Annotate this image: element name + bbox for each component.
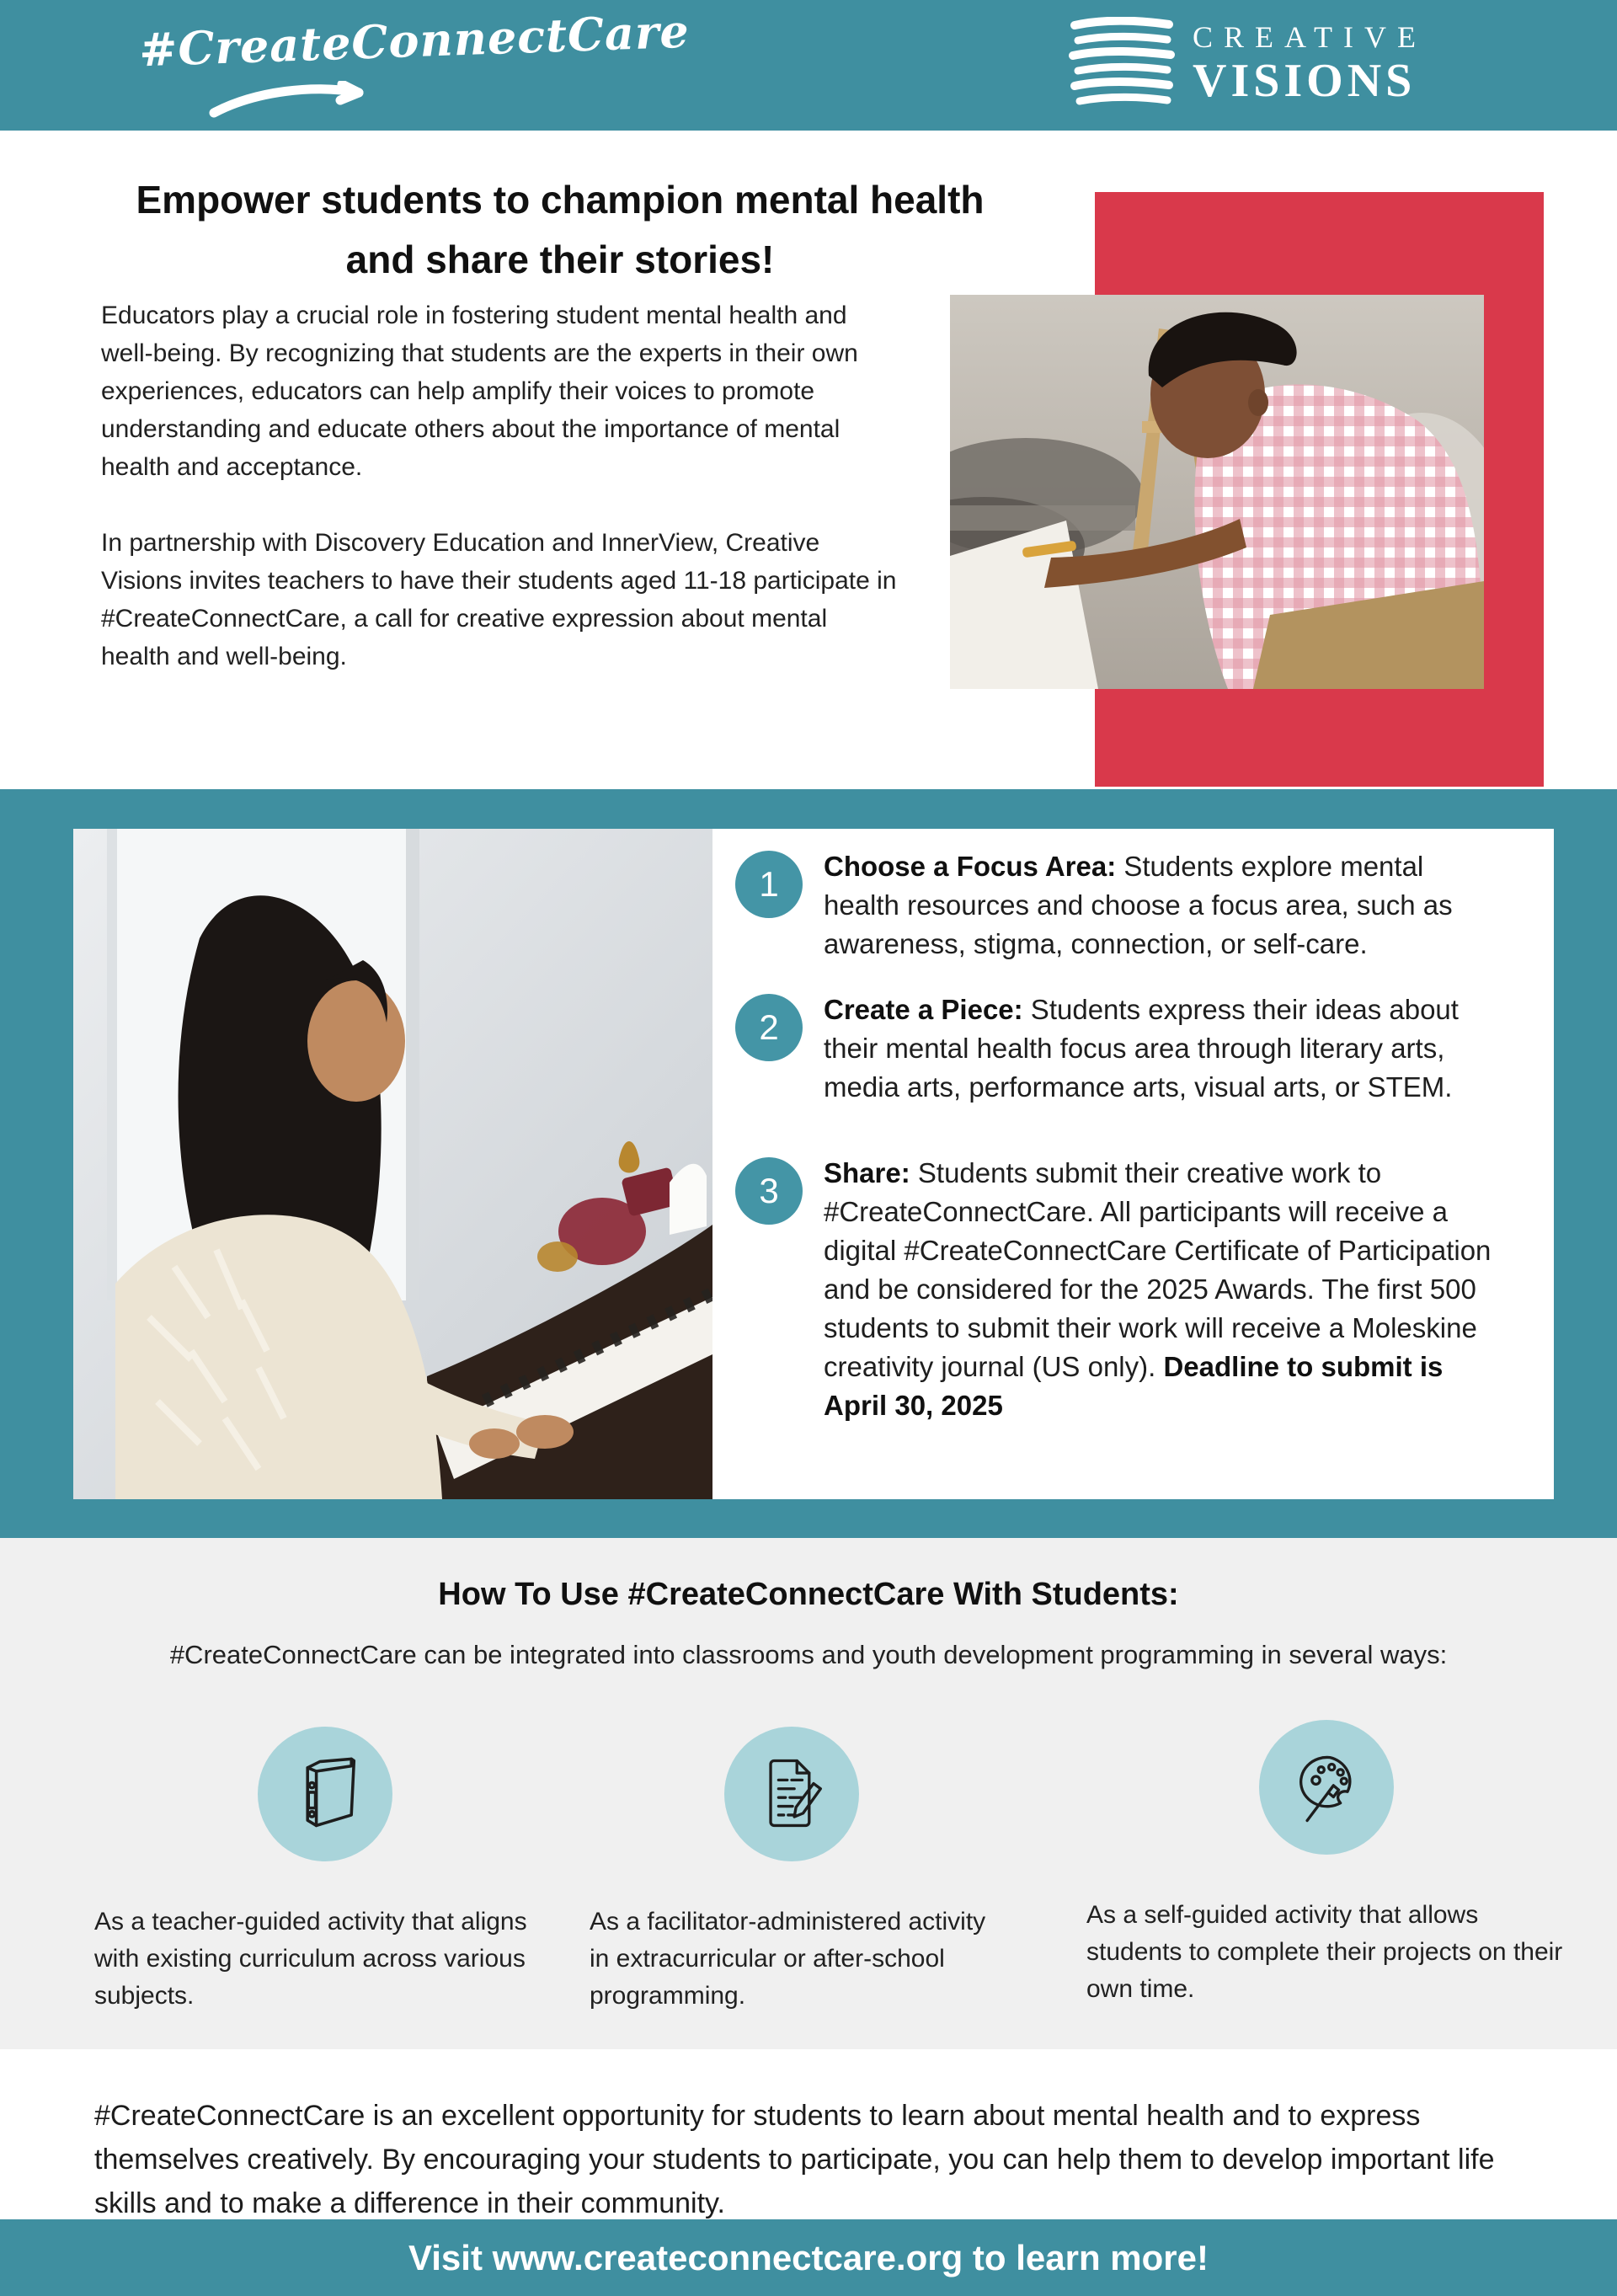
- creative-visions-logo: [1068, 17, 1427, 109]
- step-3: [735, 1154, 1507, 1425]
- footer-link[interactable]: Visit www.createconnectcare.org to learn more!: [408, 2237, 1209, 2277]
- worksheet-pencil-icon: [724, 1727, 859, 1861]
- step-2-body: Students express their ideas about their mental health focus area through literary arts, media arts, performance arts, visual arts, or STEM.: [824, 994, 1459, 1103]
- intro-paragraph-2: In partnership with Discovery Education and InnerView, Creative Visions invites teachers to have their students aged 11-18 participate in #CreateConnectCare, a call for creative expression about mental health and well-being.: [101, 529, 897, 670]
- page-title-line1: Empower students to champion mental health: [136, 178, 985, 222]
- page-title: [0, 170, 1120, 290]
- brand-wordmark: [1193, 20, 1427, 107]
- step-1-body: Students explore mental health resources and choose a focus area, such as awareness, stigma, connection, or self-care.: [824, 851, 1453, 959]
- footer-bar: [0, 2219, 1617, 2296]
- intro-paragraph-1: Educators play a crucial role in fostering student mental health and well-being. By recognizing that students are the experts in their own experiences, educators can help amplify their voices to promote understanding and educate others about the importance of mental health and acceptance.: [101, 302, 858, 481]
- hashtag-logo: #CreateConnectCare: [138, 3, 691, 77]
- brand-line1: CREATIVE: [1193, 20, 1427, 54]
- step-3-deadline: Deadline to submit is April 30, 2025: [824, 1351, 1444, 1421]
- how-to-heading: How To Use #CreateConnectCare With Students:: [438, 1577, 1179, 1612]
- how-to-subheading: #CreateConnectCare can be integrated into classrooms and youth development programming in several ways:: [169, 1640, 1448, 1669]
- steps-list: [735, 847, 1507, 1425]
- binder-icon: [258, 1727, 392, 1861]
- step-1: [735, 847, 1507, 964]
- how-to-column-facilitator: [590, 1727, 994, 2040]
- brand-line2: VISIONS: [1193, 55, 1417, 107]
- how-to-text-facilitator: As a facilitator-administered activity in extracurricular or after-school programming.: [590, 1908, 986, 2010]
- step-3-text: [824, 1154, 1507, 1425]
- steps-card: [73, 829, 1554, 1499]
- step-3-body: Students submit their creative work to #CreateConnectCare. All participants will receive a digital #CreateConnectCare Certificate of Participation and be considered for the 2025 Awards. The first 500 students to submit their work will receive a Moleskine creativity journal (US only).: [824, 1157, 1492, 1382]
- how-to-column-self-guided: [1086, 1720, 1566, 2033]
- step-number-badge: 2: [735, 994, 803, 1061]
- step-1-text: [824, 847, 1507, 964]
- step-number-badge: 1: [735, 851, 803, 918]
- header-bar: [0, 0, 1617, 131]
- photo-girl-piano: [73, 829, 712, 1499]
- how-to-text-teacher: As a teacher-guided activity that aligns with existing curriculum across various subjects.: [94, 1908, 527, 2010]
- intro-copy: [101, 296, 901, 713]
- step-1-title: Choose a Focus Area:: [824, 851, 1117, 882]
- step-3-title: Share:: [824, 1157, 910, 1188]
- arrow-swoosh-icon: [209, 81, 386, 120]
- step-2-title: Create a Piece:: [824, 994, 1023, 1025]
- closing-paragraph: #CreateConnectCare is an excellent opportunity for students to learn about mental health and to express themselves creatively. By encouraging your students to participate, you can help them to develop important life skills and to make a difference in their community.: [94, 2100, 1495, 2219]
- page-title-line2: and share their stories!: [345, 238, 775, 281]
- paint-palette-icon: [1259, 1720, 1394, 1855]
- how-to-text-self-guided: As a self-guided activity that allows students to complete their projects on their own time.: [1086, 1901, 1563, 2003]
- step-number-badge: 3: [735, 1157, 803, 1225]
- brand-strokes-icon: [1068, 17, 1176, 109]
- step-2: [735, 990, 1507, 1107]
- step-2-text: [824, 990, 1507, 1107]
- photo-boy-drawing: [950, 295, 1484, 689]
- how-to-column-teacher: [94, 1727, 556, 2040]
